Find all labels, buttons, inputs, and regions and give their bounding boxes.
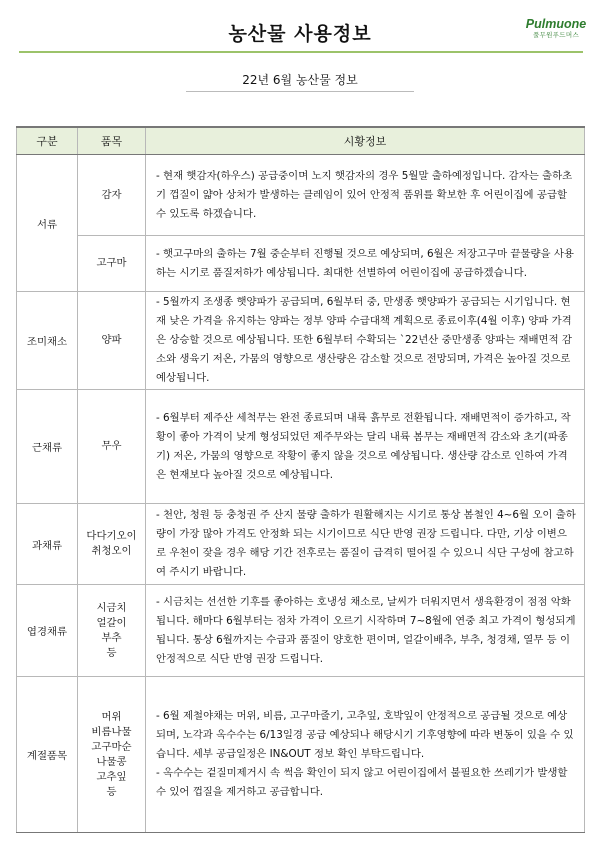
item-name: 고구마순 xyxy=(91,740,132,753)
item-name: 취청오이 xyxy=(91,545,132,557)
market-info-table xyxy=(16,126,585,833)
item-name: 비름나물 xyxy=(91,725,132,738)
info-text: - 시금치는 선선한 기후를 좋아하는 호냉성 채소로, 날씨가 더워지면서 생육환경이 점점 악화 됩니다. 해마다 6월부터는 점차 가격이 오르기 시작하며 7~8월에 연중 최고 가격이 형성되게 됩니다. 통상 6월까지는 수급과 품질이 양호한 편이며, 얼갈이배추, 부추, 청경채, 열무 등 이 안정적으로 식단 반영 권장 드립니다. xyxy=(156,595,576,665)
category-cell: 계절품목 xyxy=(17,677,78,833)
table-header-row xyxy=(17,127,585,155)
item-cell xyxy=(78,677,146,833)
brand-logo xyxy=(522,17,590,40)
item-cell xyxy=(78,390,146,504)
subtitle-underline xyxy=(186,91,414,92)
info-cell xyxy=(146,585,585,677)
document-subtitle: 22년 6월 농산물 정보 xyxy=(242,73,358,87)
table-row xyxy=(17,390,585,504)
item-name: 고구마 xyxy=(96,257,127,269)
header-item: 품목 xyxy=(78,127,146,155)
page-title: 농산물 사용정보 xyxy=(228,23,372,45)
info-text: - 5월까지 조생종 햇양파가 공급되며, 6월부터 중, 만생종 햇양파가 공급되는 시기입니다. 현재 낮은 가격을 유지하는 양파는 정부 양파 수급대책 계획으로 종료이후(4월 이후) 양파 가격은 상승할 것으로 예상됩니다. 또한 6월부터 수확되는 `22년산 중만생종 양파는 재배면적 감소와 생육기 저온, 가뭄의 영향으로 생산량은 감소할 것으로 전망되며, 가격은 높아질 것으로 예상됩니다. xyxy=(156,296,572,384)
info-cell xyxy=(146,236,585,292)
header-market-info: 시황정보 xyxy=(146,127,585,155)
category-cell: 과채류 xyxy=(17,504,78,585)
item-name: 등 xyxy=(106,785,117,798)
table-row xyxy=(17,677,585,833)
info-cell xyxy=(146,504,585,585)
info-cell xyxy=(146,677,585,833)
table-row xyxy=(17,155,585,236)
item-name: 감자 xyxy=(101,188,122,201)
header-divider xyxy=(19,51,583,53)
item-name: 등 xyxy=(106,646,117,659)
header-category: 구분 xyxy=(17,127,78,155)
category-cell: 조미채소 xyxy=(17,292,78,390)
table-row xyxy=(17,504,585,585)
item-name: 무우 xyxy=(101,440,122,452)
info-cell xyxy=(146,155,585,236)
item-name: 다다기오이 xyxy=(86,530,137,542)
table-row xyxy=(17,292,585,390)
info-text: - 6월부터 제주산 세척무는 완전 종료되며 내륙 흙무로 전환됩니다. 재배면적이 증가하고, 작황이 좋아 가격이 낮게 형성되었던 제주무와는 달리 내륙 봄무는 재배면적 감소와 초기(파종기) 저온, 가뭄의 영향으로 작황이 좋지 않을 것으로 예상됩니다. 생산량 감소로 인하여 가격은 현재보다 높아질 것으로 예상됩니다. xyxy=(156,411,571,481)
logo-name: Pulmuone xyxy=(525,17,587,31)
category-cell: 엽경채류 xyxy=(17,585,78,677)
category-cell: 서류 xyxy=(17,155,78,292)
item-name: 고추잎 xyxy=(96,770,127,783)
item-cell xyxy=(78,585,146,677)
logo-subtitle: 풀무원푸드머스 xyxy=(532,31,580,39)
table-row xyxy=(17,585,585,677)
info-text: - 현재 햇감자(하우스) 공급중이며 노지 햇감자의 경우 5월말 출하예정입니다. 감자는 출하초기 껍질이 얇아 상처가 발생하는 클레임이 있어 안정적 품위를 확보한 후 어린이집에 공급할 수 있도록 하겠습니다. xyxy=(156,169,573,220)
info-text: - 옥수수는 겉질미제거시 속 썩음 확인이 되지 않고 어린이집에서 불필요한 쓰레기가 발생할 수 있어 껍질을 제거하고 공급합니다. xyxy=(156,767,568,798)
item-cell xyxy=(78,292,146,390)
category-cell: 근채류 xyxy=(17,390,78,504)
info-cell xyxy=(146,292,585,390)
info-cell xyxy=(146,390,585,504)
info-text: - 6월 제철야채는 머위, 비름, 고구마줄기, 고추잎, 호박잎이 안정적으로 공급될 것으로 예상되며, 노각과 옥수수는 6/13일경 공급 예상되나 해당시기 기후영향에 따라 변동이 있을 수 있습니다. 세부 공급일정은 IN&OUT 정보 확인 부탁드립니다. xyxy=(156,710,574,760)
item-name: 부추 xyxy=(101,631,122,644)
item-name: 양파 xyxy=(101,334,122,346)
info-text: - 천안, 청원 등 충청권 주 산지 물량 출하가 원활해지는 시기로 통상 봄철인 4~6월 오이 출하량이 가장 많아 가격도 안정화 되는 시기이므로 식단 반영 권장 드립니다. 다만, 기상 이변으로 우천이 잦을 경우 해당 기간 전후로는 품질이 급격히 떨어질 수 있으니 식단 구성에 참고하여 주시기 바랍니다. xyxy=(156,509,576,578)
item-name: 머위 xyxy=(101,710,122,723)
table-row xyxy=(17,236,585,292)
item-name: 나물콩 xyxy=(96,755,127,768)
item-cell xyxy=(78,155,146,236)
info-text: - 햇고구마의 출하는 7월 중순부터 진행될 것으로 예상되며, 6월은 저장고구마 끝물량을 사용하는 시기로 품질저하가 예상됩니다. 최대한 선별하여 어린이집에 공급하겠습니다. xyxy=(156,247,574,279)
item-cell xyxy=(78,236,146,292)
item-cell xyxy=(78,504,146,585)
item-name: 얼갈이 xyxy=(96,616,127,629)
item-name: 시금치 xyxy=(96,601,127,614)
